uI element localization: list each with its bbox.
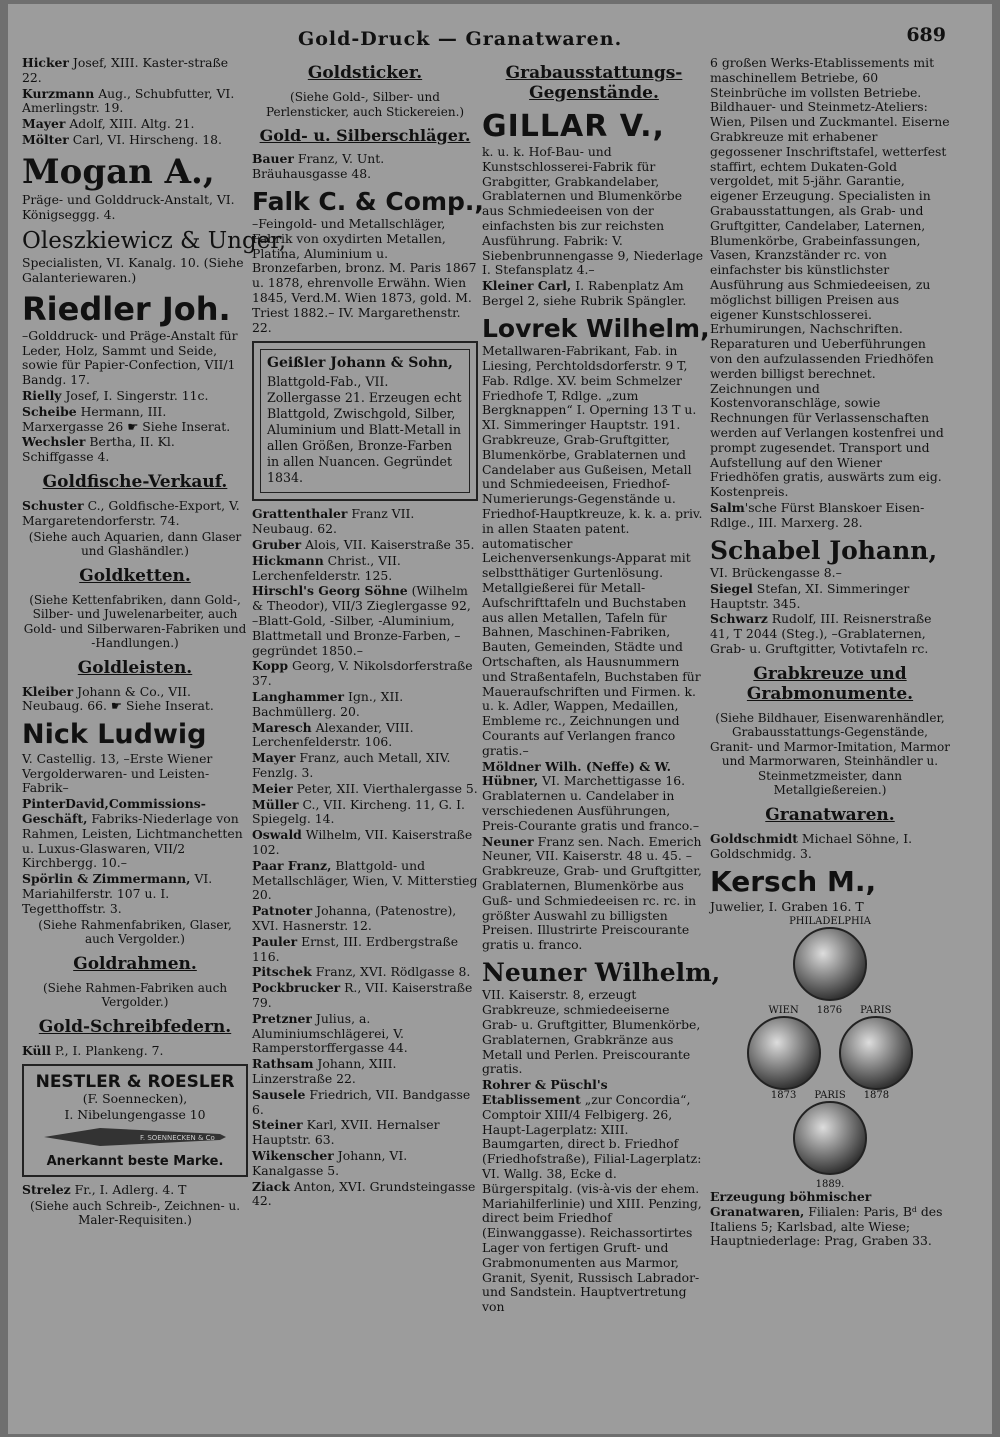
entry: Pauler Ernst, III. Erdbergstraße 116. — [252, 933, 459, 964]
entry: Maresch Alexander, VIII. Lerchenfelderstr. 106. — [252, 719, 414, 750]
column-3 — [482, 56, 721, 1316]
entry: Möldner Wilh. (Neffe) & W. Hübner, VI. Marchettigasse 16. Grablaternen u. Candelaber in verschiedenen Ausführungen, Preis-Courante gratis und franco.– — [482, 758, 700, 833]
medal-label: 1889. — [815, 1178, 845, 1190]
entry: Müller C., VII. Kircheng. 11, G. I. Spiegelg. 14. — [252, 796, 465, 827]
entry: Grattenthaler Franz VII. Neubaug. 62. — [252, 506, 415, 537]
section-heading: Gold-Schreibfedern. — [38, 1016, 232, 1037]
entry: Küll P., I. Plankeng. 7. — [22, 1042, 164, 1058]
kersch-name: Kersch M., — [710, 865, 877, 899]
entry: Pretzner Julius, a. Aluminiumschlägerei, V. Ramperstorffergasse 44. — [252, 1010, 408, 1056]
section-heading: Granatwaren. — [765, 804, 895, 825]
entry: Kleiner Carl, I. Rabenplatz Am Bergel 2, siehe Rubrik Spängler. — [482, 278, 687, 308]
entry: Rielly Josef, I. Singerstr. 11c. — [22, 388, 209, 404]
entry: Steiner Karl, XVII. Hernalser Hauptstr. 63. — [252, 1117, 440, 1148]
section-heading: Gold- u. Silberschläger. — [259, 126, 471, 145]
medal-icon — [793, 1101, 867, 1175]
cross-reference: (Siehe auch Schreib-, Zeichnen- u. Maler-Requisiten.) — [29, 1198, 241, 1228]
entry: Schuster C., Goldfische-Export, V. Margaretendorferstr. 74. — [22, 498, 240, 528]
geissler-advert — [252, 341, 478, 501]
gillar-text: k. u. k. Hof-Bau- und Kunstschlosserei-Fabrik für Grabgitter, Grabkandelaber, Grablaternen und Blumenkörbe aus Schmiedeeisen von der einfachsten bis zur reichsten Ausführung. Fabrik: V. Siebenbrunnengasse 9, Niederlage I. Stefansplatz 4.– — [482, 144, 704, 278]
entry: Gruber Alois, VII. Kaiserstraße 35. — [252, 537, 475, 553]
medal-row — [710, 1090, 950, 1101]
entry: Schwarz Rudolf, III. Reisnerstraße 41, T 2044 (Steg.), –Grablaternen, Grab- u. Gruftgitter, Votivtafeln rc. — [710, 611, 932, 656]
cross-reference: (Siehe Rahmenfabriken, Glaser, auch Vergolder.) — [38, 917, 232, 947]
entry: Mölter Carl, VI. Hirscheng. 18. — [22, 131, 222, 147]
entry: Sausele Friedrich, VII. Bandgasse 6. — [252, 1086, 471, 1117]
medal-row — [710, 1005, 950, 1016]
nick-text: V. Castellig. 13, –Erste Wiener Vergolderwaren- und Leisten-Fabrik– — [22, 750, 213, 796]
entry: Wechsler Bertha, II. Kl. Schiffgasse 4. — [22, 434, 175, 465]
entry: Salm'sche Fürst Blanskoer Eisen-Rdlge., III. Marxerg. 28. — [710, 499, 925, 530]
section-heading: Goldsticker. — [307, 63, 423, 83]
entry: Pitschek Franz, XVI. Rödlgasse 8. — [252, 964, 471, 980]
pen-label: F. SOENNECKEN & Co — [140, 1134, 215, 1143]
riedler-text: –Golddruck- und Präge-Anstalt für Leder, Holz, Sammt und Seide, sowie für Papier-Confection, VII/1 Bandg. 17. — [22, 327, 238, 388]
column-1 — [22, 55, 287, 1230]
entry: Patnoter Johanna, (Patenostre), XVI. Hasnerstr. 12. — [252, 903, 457, 933]
section-heading: Goldfische-Verkauf. — [42, 472, 228, 493]
falk-text: –Feingold- und Metallschläger, Fabrik von oxydirten Metallen, Platina, Aluminium u. Bronzefarben, bronz. M. Paris 1867 u. 1878, ehrenvolle Erwähn. Wien 1845, Verd.M. Wien 1873, gold. M. Triest 1882.– IV. Margarethenstr. 22. — [252, 216, 477, 335]
geissler-text: Blattgold-Fab., VII. Zollergasse 21. Erzeugen echt Blattgold, Zwischgold, Silber, Aluminium und Blatt-Metall in allen Größen, Bronze-Farben in allen Nuancen. Gegründet 1834. — [267, 374, 462, 486]
section-heading: Grabkreuze und Grabmonumente. — [746, 663, 914, 704]
medal-label: PHILADELPHIA — [789, 915, 871, 927]
medal-label: WIEN — [768, 1004, 799, 1016]
medal-label: PARIS — [814, 1089, 846, 1101]
cross-reference: (Siehe Rahmen-Fabriken auch Vergolder.) — [42, 980, 228, 1010]
falk-name: Falk C. & Comp., — [252, 186, 484, 216]
entry: Erzeugung böhmischer Granatwaren, Filialen: Paris, Bᵈ des Italiens 5; Karlsbad, alte Wiese; Hauptniederlage: Prag, Graben 33. — [710, 1188, 943, 1249]
entry: Neuner Franz sen. Nach. Emerich Neuner, VII. Kaiserstr. 48 u. 45. –Grabkreuze, Grab- und Gruftgitter, Grablaternen, Blumenkörbe aus Guß- und Schmiedeeisen rc. rc. in größter Auswahl zu billigsten Preisen. Illustrirte Preiscourante gratis u. franco. — [482, 833, 702, 953]
entry: Strelez Fr., I. Adlerg. 4. T — [22, 1182, 187, 1198]
entry: Meier Peter, XII. Vierthalergasse 5. — [252, 780, 478, 796]
gillar-name: GILLAR V., — [482, 109, 665, 144]
entry: Oswald Wilhelm, VII. Kaiserstraße 102. — [252, 827, 473, 857]
pen-nib-icon — [40, 1124, 230, 1150]
entry: Hirschl's Georg Söhne (Wilhelm & Theodor), VII/3 Zieglergasse 92, –Blatt-Gold, -Silber, -Aluminium, Blattmetall und Bronze-Farben, – gegründet 1850.– — [252, 583, 471, 658]
geissler-name: Geißler Johann & Sohn, — [267, 355, 453, 372]
page-number: 689 — [906, 24, 946, 46]
entry: Paar Franz, Blattgold- und Metallschläger, Wien, V. Mitterstieg 20. — [252, 857, 478, 903]
continued-text: 6 großen Werks-Etablissements mit maschinellem Betriebe, 60 Steinbrüche im vollsten Betriebe. Bildhauer- und Steinmetz-Ateliers: Wien, Pilsen und Zuckmantel. Eiserne Grabkreuze mit erhabener gegossener Inschriftstafel, wetterfest staffirt, echtem Dukaten-Gold vergoldet, mit 5-jähr. Garantie, eigener Erzeugung. Specialisten in Grabausstattungen, als Grab- und Gruftgitter, Candelaber, Laternen, Blumenkörbe, Grabeinfassungen, Vasen, Kranzständer rc. von einfachster bis künstlichster Ausführung aus Schmiedeeisen, zu möglichst billigen Preisen aus eigener Kunstschlosserei. Erhumirungen, Nachschriften. Reparaturen und Ueberführungen von den aufzulassenden Friedhöfen werden billigst berechnet. Zeichnungen und Kostenvoranschläge, sowie Rechnungen für Verlassenschaften werden auf Verlangen kostenfrei und prompt zugesendet. Transport und Aufstellung auf den Wiener Friedhöfen gratis, auswärts zum eig. Kostenpreis. — [710, 55, 950, 500]
entry: Rohrer & Püschl's Etablissement „zur Concordia“, Comptoir XIII/4 Felbigerg. 26, Haupt-Lagerplatz: XIII. Baumgarten, direct b. Friedhof (Friedhofstraße), Filial-Lagerplatz: VI. Wallg. 38, Ecke d. Bürgerspitalg. (vis-à-vis der ehem. Mariahilferlinie) und XIII. Penzing, direct beim Friedhof (Einwanggasse). Reichassortirtes Lager von fertigen Gruft- und Grabmonumenten aus Marmor, Granit, Syenit, Russisch Labrador- und Sandstein. Hauptvertretung von — [482, 1077, 702, 1315]
medal-label: 1876 — [816, 1004, 843, 1016]
section-heading: Grabausstattungs-Gegenstände. — [505, 63, 683, 103]
lovrek-text: Metallwaren-Fabrikant, Fab. in Liesing, Perchtoldsdorferstr. 9 T, Fab. Rdlge. XV. beim Schmelzer Friedhofe T, Rdlge. „zum Bergknappen“ I. Operning 13 T u. XI. Simmeringer Hauptstr. 191. Grabkreuze, Grab-Gruftgitter, Blumenkörbe, Grablaternen und Candelaber aus Gußeisen, Metall und Schmiedeeisen, Friedhof-Numerierungs-Gegenstände u. Friedhof-Hauptkreuze, k. k. a. priv. in allen Staaten patent. automatischer Leichenversenkungs-Apparat mit selbstthätiger Gurtenlösung. Metallgießerei für Metall-Aufschrifttafeln und Buchstaben aus allen Metallen, Tafeln für Bahnen, Maschinen-Fabriken, Bauten, Gemeinden, Städte und Ortschaften, als Hausnummern und Straßentafeln, Buchstaben für Maueraufschriften und Firmen. k. u. k. Adler, Wappen, Medaillen, Embleme rc., Zeichnungen und Courants auf Verlangen franco gratis.– — [482, 343, 703, 758]
medal-label: 1878 — [863, 1089, 890, 1101]
page-header — [8, 18, 992, 52]
nestler-address: I. Nibelungengasse 10 — [64, 1107, 206, 1123]
riedler-name: Riedler Joh. — [22, 289, 231, 328]
nick-name: Nick Ludwig — [22, 719, 207, 751]
nestler-slogan: Anerkannt beste Marke. — [46, 1154, 224, 1170]
entry: Hickmann Christ., VII. Lerchenfelderstr. 125. — [252, 552, 401, 583]
kersch-text: Juwelier, I. Graben 16. T — [710, 899, 864, 915]
column-4 — [710, 56, 950, 1250]
page-title: Gold-Druck — Granatwaren. — [298, 28, 623, 50]
entry: Goldschmidt Michael Söhne, I. Goldschmidg. 3. — [710, 830, 913, 861]
entry: Ziack Anton, XVI. Grundsteingasse 42. — [252, 1178, 476, 1209]
nestler-title: NESTLER & ROESLER — [35, 1072, 235, 1093]
entry: Bauer Franz, V. Unt. Bräuhausgasse 48. — [252, 151, 385, 181]
entry: Langhammer Ign., XII. Bachmüllerg. 20. — [252, 689, 404, 719]
lovrek-name: Lovrek Wilhelm, — [482, 313, 710, 343]
nestler-advert — [22, 1064, 248, 1177]
cross-reference: (Siehe Gold-, Silber- und Perlensticker, auch Stickereien.) — [265, 90, 465, 119]
medal-icon — [793, 927, 867, 1001]
medal-icon — [839, 1016, 913, 1090]
entry: Kopp Georg, V. Nikolsdorferstraße 37. — [252, 658, 473, 689]
section-heading: Goldketten. — [79, 565, 191, 586]
cross-reference: (Siehe Kettenfabriken, dann Gold-, Silber- und Juwelenarbeiter, auch Gold- und Silberwaren-Fabriken und -Handlungen.) — [23, 592, 247, 651]
mogan-name: Mogan A., — [22, 151, 215, 192]
entry: Mayer Franz, auch Metall, XIV. Fenzlg. 3. — [252, 750, 451, 781]
oleszkiewicz-name: Oleszkiewicz & Unger, — [22, 227, 287, 254]
entry: Hicker Josef, XIII. Kaster-straße 22. — [22, 55, 229, 85]
mogan-text: Präge- und Golddruck-Anstalt, VI. Königseggg. 4. — [22, 192, 235, 222]
entry: Pockbrucker R., VII. Kaiserstraße 79. — [252, 980, 473, 1010]
column-2 — [252, 56, 484, 1210]
entry: PinterDavid,Commissions-Geschäft, Fabriks-Niederlage von Rahmen, Leisten, Lichtmanchetten u. Luxus-Glaswaren, VII/2 Kirchbergg. 10.– — [22, 796, 243, 871]
entry: Kleiber Johann & Co., VII. Neubaug. 66. ☛ Siehe Inserat. — [22, 683, 214, 714]
schabel-name: Schabel Johann, — [710, 535, 938, 565]
entry: Siegel Stefan, XI. Simmeringer Hauptstr. 345. — [710, 580, 910, 611]
section-heading: Goldrahmen. — [73, 953, 197, 974]
oleszkiewicz-text: Specialisten, VI. Kanalg. 10. (Siehe Galanteriewaren.) — [22, 255, 244, 285]
entry: Scheibe Hermann, III. Marxergasse 26 ☛ Siehe Inserat. — [22, 403, 231, 434]
neuner-wilhelm-text: VII. Kaiserstr. 8, erzeugt Grabkreuze, schmiedeeiserne Grab- u. Gruftgitter, Blumenkörbe, Grablaternen, Grabkränze aus Metall und Perlen. Preiscourante gratis. — [482, 987, 701, 1077]
entry: Mayer Adolf, XIII. Altg. 21. — [22, 116, 195, 132]
medal-label: PARIS — [860, 1004, 892, 1016]
section-heading: Goldleisten. — [77, 657, 193, 678]
directory-page — [8, 4, 992, 1434]
cross-reference: (Siehe auch Aquarien, dann Glaser und Glashändler.) — [28, 529, 242, 559]
cross-reference: (Siehe Bildhauer, Eisenwarenhändler, Grabausstattungs-Gegenstände, Granit- und Marmor-Imitation, Marmor und Marmorwaren, Steinhändler u. Steinmetzmeister, dann Metallgießereien.) — [710, 710, 950, 798]
entry: Rathsam Johann, XIII. Linzerstraße 22. — [252, 1056, 397, 1086]
schabel-text: VI. Brückengasse 8.– — [710, 565, 842, 580]
entry: Kurzmann Aug., Schubfutter, VI. Amerlingstr. 19. — [22, 85, 235, 116]
entry: Wikenscher Johann, VI. Kanalgasse 5. — [252, 1147, 408, 1178]
entry: Spörlin & Zimmermann, VI. Mariahilferstr. 107 u. I. Tegetthoffstr. 3. — [22, 871, 213, 916]
neuner-wilhelm-name: Neuner Wilhelm, — [482, 957, 721, 987]
medal-label: 1873 — [770, 1089, 797, 1101]
medal-icon — [747, 1016, 821, 1090]
nestler-sub: (F. Soennecken), — [82, 1091, 188, 1107]
